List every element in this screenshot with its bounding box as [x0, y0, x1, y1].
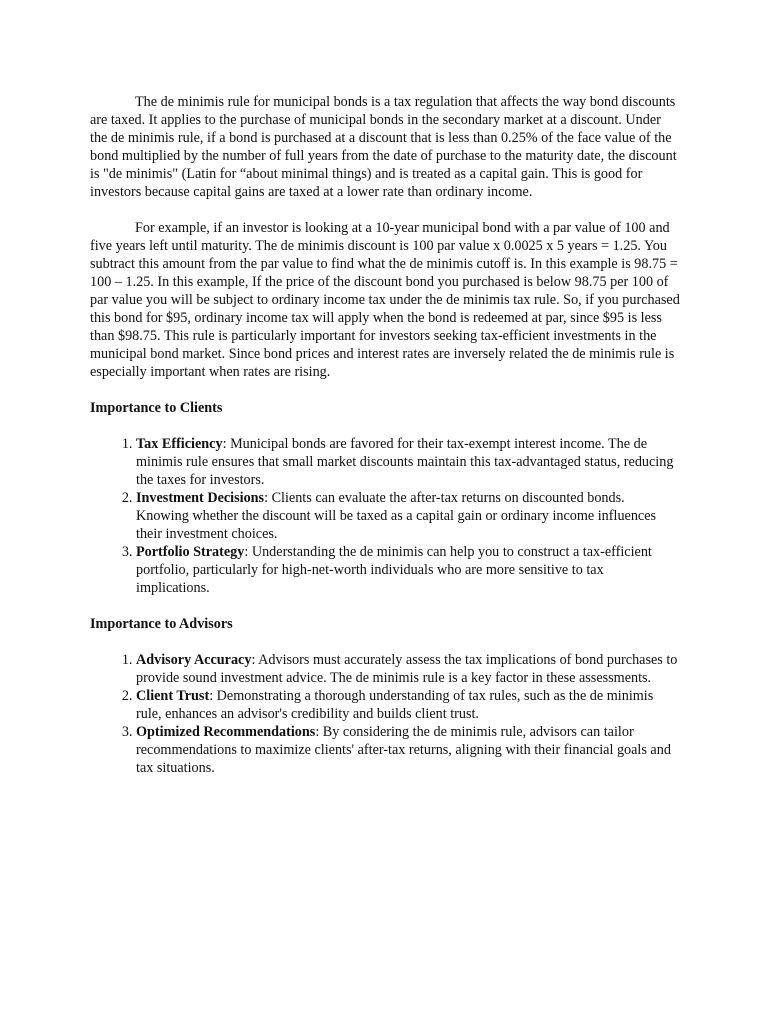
list-item-text: : Clients can evaluate the after-tax returns on discounted bonds. Knowing whether the discount will be taxed as a capital gain or ordinary income influences their investment choices.	[136, 490, 657, 542]
list-item-term: Optimized Recommendations	[136, 724, 316, 740]
list-item	[136, 723, 680, 777]
list-item	[136, 543, 680, 597]
list-item-term: Investment Decisions	[136, 490, 265, 506]
list-item-text: : Demonstrating a thorough understanding of tax rules, such as the de minimis rule, enhances an advisor's credibility and builds client trust.	[136, 688, 654, 722]
numbered-list	[90, 435, 680, 597]
list-item-term: Advisory Accuracy	[136, 652, 252, 668]
list-item-text: : Understanding the de minimis can help you to construct a tax-efficient portfolio, particularly for high-net-worth individuals who are more sensitive to tax implications.	[136, 544, 652, 596]
list-item-term: Portfolio Strategy	[136, 544, 245, 560]
list-item-text: : Municipal bonds are favored for their tax-exempt interest income. The de minimis rule ensures that small market discounts maintain this tax-advantaged status, reducing the taxes for investors.	[136, 436, 674, 488]
example-paragraph: For example, if an investor is looking at a 10-year municipal bond with a par value of 100 and five years left until maturity. The de minimis discount is 100 par value x 0.0025 x 5 years = 1.25. You subtract this amount from the par value to find what the de minimis cutoff is. In this example is 98.75 = 100 – 1.25. In this example, If the price of the discount bond you purchased is below 98.75 per 100 of par value you will be subject to ordinary income tax under the de minimis tax rule. So, if you purchased this bond for $95, ordinary income tax will apply when the bond is redeemed at par, since $95 is less than $98.75. This rule is particularly important for investors seeking tax-efficient investments in the municipal bond market. Since bond prices and interest rates are inversely related the de minimis rule is especially important when rates are rising.	[90, 220, 680, 380]
list-item	[136, 435, 680, 489]
list-item-term: Tax Efficiency	[136, 436, 223, 452]
section-advisors	[90, 615, 680, 777]
numbered-list	[90, 651, 680, 777]
section-heading: Importance to Advisors	[90, 616, 233, 632]
list-item	[136, 489, 680, 543]
list-item-text: : Advisors must accurately assess the tax implications of bond purchases to provide sound investment advice. The de minimis rule is a key factor in these assessments.	[136, 652, 678, 686]
intro-paragraph: The de minimis rule for municipal bonds is a tax regulation that affects the way bond discounts are taxed. It applies to the purchase of municipal bonds in the secondary market at a discount. Under the de minimis rule, if a bond is purchased at a discount that is less than 0.25% of the face value of the bond multiplied by the number of full years from the date of purchase to the maturity date, the discount is "de minimis" (Latin for “about minimal things) and is treated as a capital gain. This is good for investors because capital gains are taxed at a lower rate than ordinary income.	[90, 94, 677, 200]
section-heading: Importance to Clients	[90, 400, 223, 416]
document-page	[90, 93, 680, 795]
list-item	[136, 651, 680, 687]
list-item-term: Client Trust	[136, 688, 210, 704]
list-item	[136, 687, 680, 723]
section-clients	[90, 399, 680, 597]
list-item-text: : By considering the de minimis rule, advisors can tailor recommendations to maximize clients' after-tax returns, aligning with their financial goals and tax situations.	[136, 724, 671, 776]
